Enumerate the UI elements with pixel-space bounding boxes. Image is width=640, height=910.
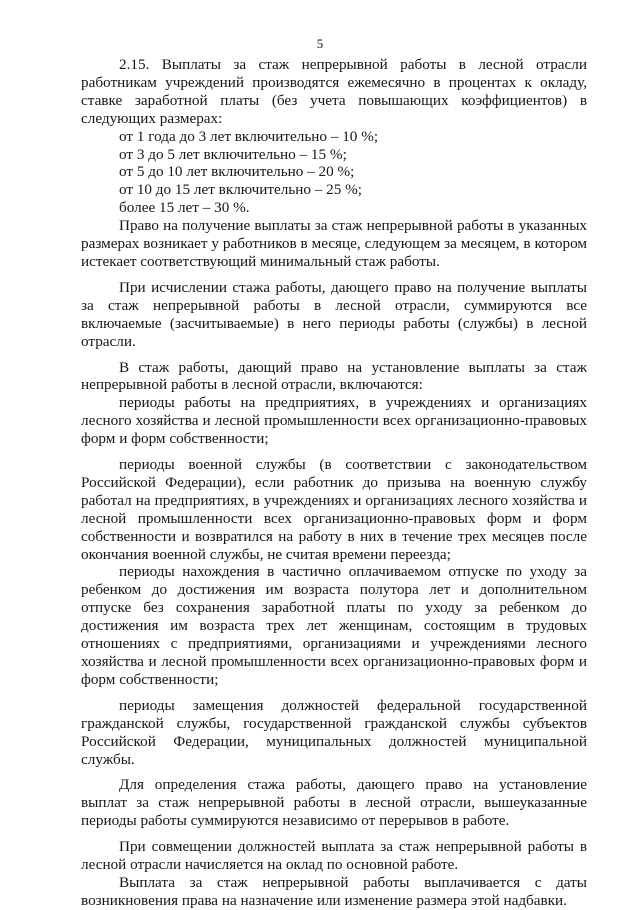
list-item: от 1 года до 3 лет включительно – 10 %;: [119, 127, 379, 145]
list-item: от 5 до 10 лет включительно – 20 %;: [119, 163, 355, 181]
list-item: от 10 до 15 лет включительно – 25 %;: [119, 181, 362, 199]
paragraph: 2.15. Выплаты за стаж непрерывной работы в лесной отрасли работникам учреждений производятся ежемесячно в процентах к окладу, ставке заработной платы (без учета повышающих коэффициентов) в следующих размерах:: [81, 56, 587, 127]
paragraph: В стаж работы, дающий право на установление выплаты за стаж непрерывной работы в лесной отрасли, включаются:: [81, 358, 587, 394]
document-body: [81, 56, 587, 910]
paragraph: При совмещении должностей выплата за стаж непрерывной работы в лесной отрасли начисляется на оклад по основной работе.: [81, 838, 587, 874]
paragraph: периоды работы на предприятиях, в учреждениях и организациях лесного хозяйства и лесной промышленности всех организационно-правовых форм и форм собственности;: [81, 394, 587, 448]
list-item: от 3 до 5 лет включительно – 15 %;: [119, 145, 347, 163]
paragraph: Выплата за стаж непрерывной работы выплачивается с даты возникновения права на назначение или изменение размера этой надбавки.: [81, 873, 587, 909]
paragraph: периоды военной службы (в соответствии с законодательством Российской Федерации), если работник до призыва на военную службу работал на предприятиях, в учреждениях и организациях лесного хозяйства и лесной промышленности всех организационно-правовых форм и форм собственности и возвратился на работу в них в течение трех месяцев после окончания военной службы, не считая времени переезда;: [81, 456, 587, 563]
paragraph: Для определения стажа работы, дающего право на установление выплат за стаж непрерывной работы в лесной отрасли, вышеуказанные периоды работы суммируются независимо от перерывов в работе.: [81, 776, 587, 830]
list-item: более 15 лет – 30 %.: [119, 199, 250, 217]
paragraph: При исчислении стажа работы, дающего право на получение выплаты за стаж непрерывной работы в лесной отрасли, суммируются все включаемые (засчитываемые) в него периоды работы (службы) в лесной отрасли.: [81, 278, 587, 350]
paragraph: периоды нахождения в частично оплачиваемом отпуске по уходу за ребенком до достижения им возраста полутора лет и дополнительном отпуске без сохранения заработной платы по уходу за ребенком до достижения им возраста трех лет женщинам, состоящим в трудовых отношениях с предприятиями, организациями и учреждениями лесного хозяйства и лесной промышленности всех организационно-правовых форм и форм собственности;: [81, 563, 587, 688]
page-number: 5: [316, 36, 324, 51]
paragraph: Право на получение выплаты за стаж непрерывной работы в указанных размерах возникает у работников в месяце, следующем за месяцем, в котором истекает соответствующий минимальный стаж работы.: [81, 217, 587, 270]
paragraph: периоды замещения должностей федеральной государственной гражданской службы, государственной гражданской службы субъектов Российской Федерации, муниципальных должностей муниципальной службы.: [81, 696, 587, 768]
